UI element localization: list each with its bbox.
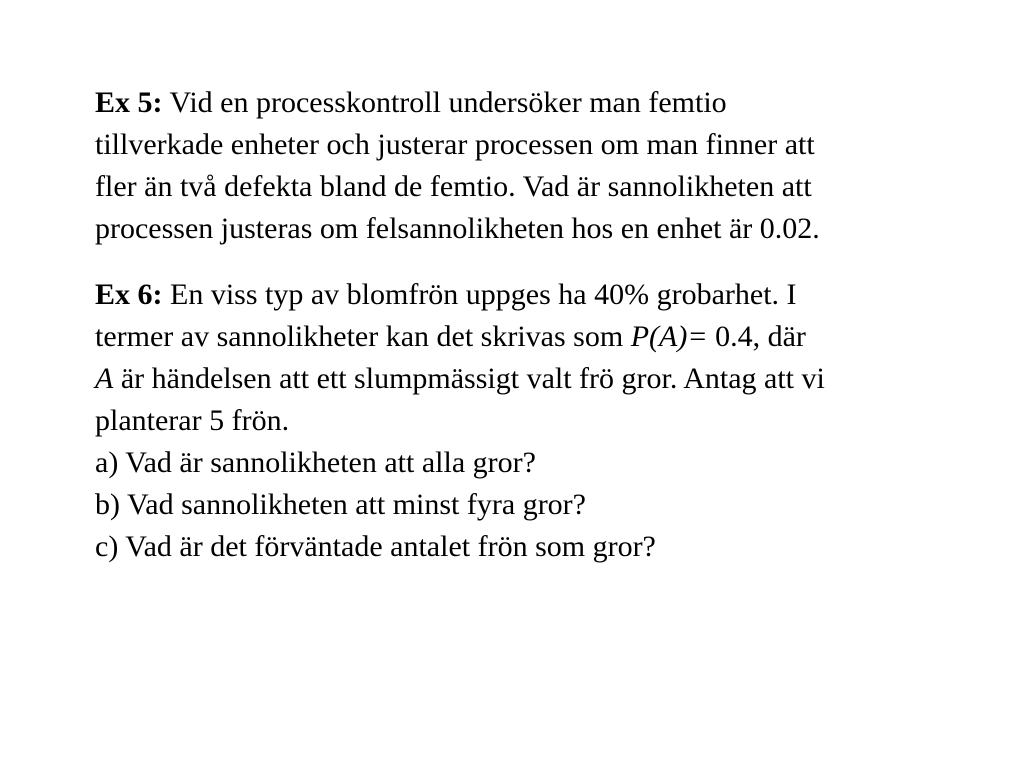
exercise-6-line-1-text: En viss typ av blomfrön uppges ha 40% grobarhet. I <box>162 278 797 311</box>
exercise-6-label: Ex 6: <box>95 278 163 311</box>
question-item-c: c) Vad är det förväntade antalet frön som gror? <box>95 530 656 563</box>
exercise-6-line-4: planterar 5 frön. <box>95 404 290 437</box>
exercise-6-line-2-pre: termer av sannolikheter kan det skrivas som <box>95 320 631 353</box>
exercise-5-line-1-text: Vid en processkontroll undersöker man femtio <box>162 86 727 119</box>
question-item-b: b) Vad sannolikheten att minst fyra gror? <box>95 488 586 521</box>
text-line <box>95 316 825 358</box>
exercise-6-line-3-text: är händelsen att ett slumpmässigt valt frö gror. Antag att vi <box>113 362 825 395</box>
text-line <box>95 82 825 124</box>
event-variable: A <box>95 362 114 395</box>
exercise-5-label: Ex 5: <box>95 86 163 119</box>
text-line <box>95 274 825 316</box>
slide-text-block <box>95 82 825 568</box>
text-line <box>95 358 825 400</box>
exercise-5-line-2: tillverkade enheter och justerar processen om man finner att <box>95 128 815 161</box>
probability-expression: P(A)= <box>630 320 708 353</box>
exercise-5-paragraph <box>95 82 825 250</box>
exercise-6-line-2-post: 0.4, där <box>707 320 806 353</box>
exercise-6-paragraph <box>95 274 825 568</box>
exercise-5-line-3: fler än två defekta bland de femtio. Vad är sannolikheten att <box>95 170 812 203</box>
question-item-a: a) Vad är sannolikheten att alla gror? <box>95 446 536 479</box>
exercise-5-line-4: processen justeras om felsannolikheten hos en enhet är 0.02. <box>95 212 820 245</box>
